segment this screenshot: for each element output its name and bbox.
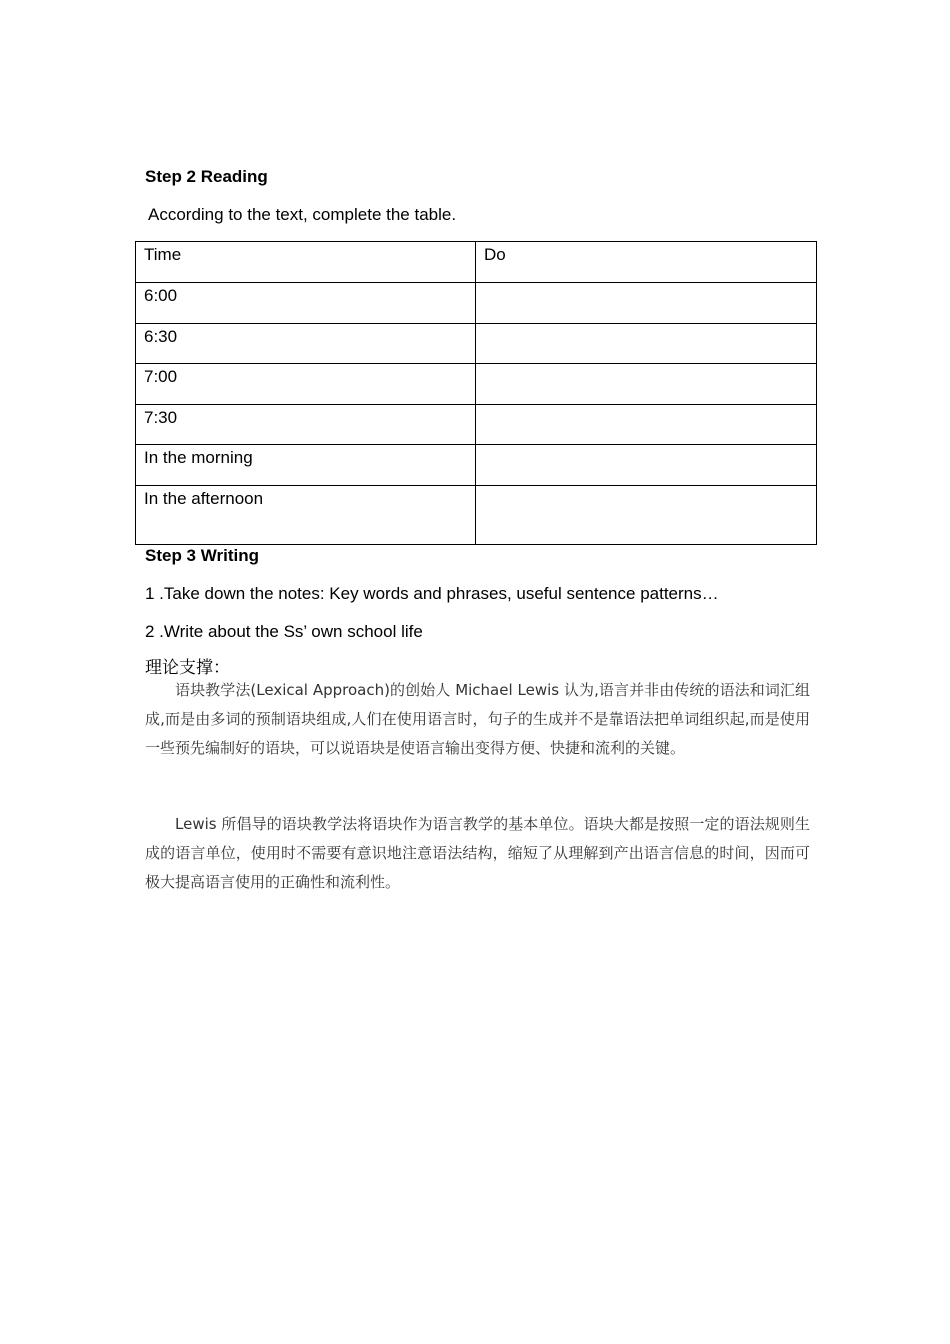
table-row — [136, 486, 817, 545]
theory-paragraph-1: 语块教学法(Lexical Approach)的创始人 Michael Lewis 认为,语言并非由传统的语法和词汇组成,而是由多词的预制语块组成,人们在使用语言时，句子的生成并不是靠语法把单词组织起,而是使用一些预先编制好的语块，可以说语块是使语言输出变得方便、快捷和流利的关键。 — [145, 681, 810, 757]
table-header-row — [136, 242, 817, 283]
reading-table — [135, 241, 817, 545]
step2-instruction: According to the text, complete the table. — [148, 205, 457, 224]
table-row — [136, 445, 817, 486]
time-cell: 6:30 — [136, 324, 476, 364]
theory-title: 理论支撑： — [145, 658, 230, 678]
do-cell[interactable] — [476, 405, 817, 445]
do-cell[interactable] — [476, 283, 817, 324]
step3-item-1: 1 .Take down the notes: Key words and phrases, useful sentence patterns… — [145, 584, 719, 603]
time-cell: In the morning — [136, 445, 476, 486]
header-do: Do — [476, 242, 817, 283]
table-row — [136, 405, 817, 445]
step2-heading: Step 2 Reading — [145, 167, 268, 186]
time-cell: 7:00 — [136, 364, 476, 405]
time-cell: 6:00 — [136, 283, 476, 324]
step3-item-2: 2 .Write about the Ss’ own school life — [145, 622, 423, 641]
do-cell[interactable] — [476, 486, 817, 545]
do-cell[interactable] — [476, 445, 817, 486]
header-time: Time — [136, 242, 476, 283]
step3-heading: Step 3 Writing — [145, 546, 259, 565]
time-cell: 7:30 — [136, 405, 476, 445]
table-row — [136, 283, 817, 324]
table-row — [136, 324, 817, 364]
table-row — [136, 364, 817, 405]
theory-paragraph-2: Lewis 所倡导的语块教学法将语块作为语言教学的基本单位。语块大都是按照一定的语法规则生成的语言单位，使用时不需要有意识地注意语法结构，缩短了从理解到产出语言信息的时间，因而可极大提高语言使用的正确性和流利性。 — [145, 815, 810, 891]
time-cell: In the afternoon — [136, 486, 476, 545]
do-cell[interactable] — [476, 364, 817, 405]
do-cell[interactable] — [476, 324, 817, 364]
